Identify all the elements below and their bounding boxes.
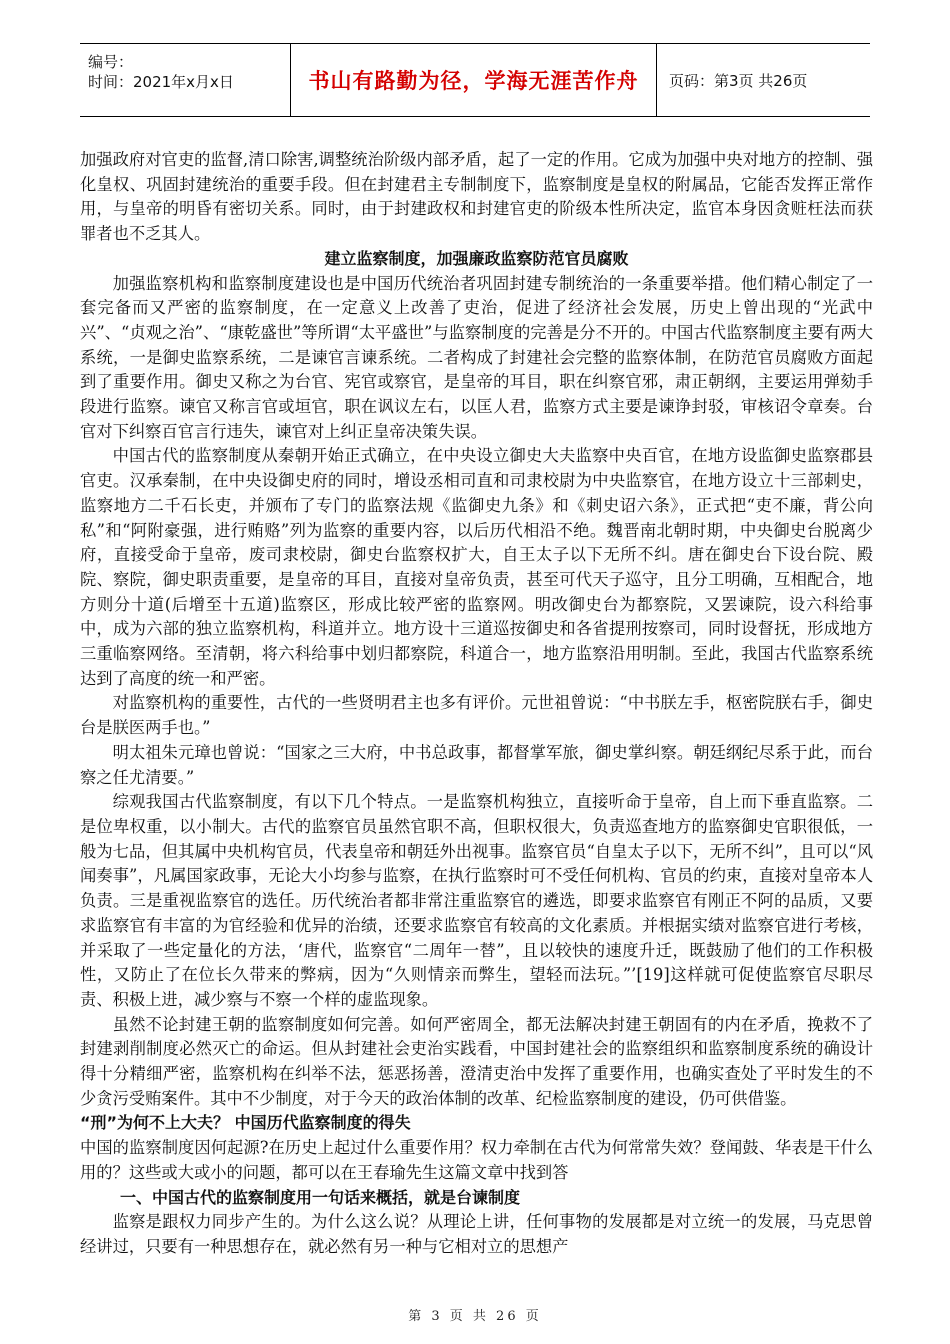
paragraph: 综观我国古代监察制度，有以下几个特点。一是监察机构独立，直接听命于皇帝，自上而下垂直监察。二是位卑权重，以小制大。古代的监察官员虽然官职不高，但职权很大，负责巡查地方的监察御史官职很低，一般为七品，但其属中央机构官员，代表皇帝和朝廷外出视事。监察官员“自皇太子以下，无所不纠”，且可以“风闻奏事”，凡属国家政事，无论大小均参与监察，在执行监察时可不受任何机构、官员的约束，直接对皇帝本人负责。三是重视监察官的选任。历代统治者都非常注重监察官的遴选，即要求监察官有刚正不阿的品质，又要求监察官有丰富的为官经验和优异的治绩，还要求监察官有较高的文化素质。并根据实绩对监察官进行考核，并采取了一些定量化的方法，‘唐代，监察官“二周年一替”，且以较快的速度升迁，既鼓励了他们的工作积极性，又防止了在位长久带来的弊病，因为“久则情亲而弊生，望轻而法玩。”’[19]这样就可促使监察官尽职尽责、积极上进，减少察与不察一个样的虚监现象。 [80, 792, 873, 1009]
header-page-info: 页码：第3页 共26页 [669, 71, 808, 90]
time-label: 时间：2021年x月x日 [88, 73, 234, 91]
document-body [80, 148, 873, 1260]
paragraph: 对监察机构的重要性，古代的一些贤明君主也多有评价。元世祖曾说：“中书朕左手，枢密院朕右手，御史台是朕医两手也。” [80, 693, 873, 738]
section-title: 一、中国古代的监察制度用一句话来概括，就是台谏制度 [120, 1187, 521, 1207]
paragraph: 虽然不论封建王朝的监察制度如何完善。如何严密周全，都无法解决封建王朝固有的内在矛盾，挽救不了封建剥削制度必然灭亡的命运。但从封建社会吏治实践看，中国封建社会的监察组织和监察制度系统的确设计得十分精细严密，监察机构在纠举不法，惩恶扬善，澄清吏治中发挥了重要作用，也确实查处了平时发生的不少贪污受贿案件。其中不少制度，对于今天的政治体制的改革、纪检监察制度的建设，仍可供借鉴。 [80, 1014, 873, 1108]
paragraph: 中国古代的监察制度从秦朝开始正式确立，在中央设立御史大夫监察中央百官，在地方设监御史监察郡县官吏。汉承秦制，在中央设御史府的同时，增设丞相司直和司隶校尉为中央监察官，在地方设立十三部刺史，监察地方二千石长吏，并颁布了专门的监察法规《监御史九条》和《刺史诏六条》，正式把“吏不廉，背公向私”和“阿附豪强，进行贿赂”列为监察的重要内容，以后历代相沿不绝。魏晋南北朝时期，中央御史台脱离少府，直接受命于皇帝，废司隶校尉，御史台监察权扩大，自王太子以下无所不纠。唐在御史台下设台院、殿院、察院，御史职责重要，是皇帝的耳目，直接对皇帝负责，甚至可代天子巡守，且分工明确，互相配合，地方则分十道(后增至十五道)监察区，形成比较严密的监察网。明改御史台为都察院，又罢谏院，设六科给事中，成为六部的独立监察机构，科道并立。地方设十三道巡按御史和各省提刑按察司，同时设督抚，形成地方三重临察网络。至清朝，将六科给事中划归都察院，科道合一，地方监察沿用明制。至此，我国古代监察系统达到了高度的统一和严密。 [80, 446, 873, 688]
article-title: “刑”为何不上大夫？ 中国历代监察制度的得失 [80, 1113, 411, 1133]
page-header [80, 43, 870, 117]
page-footer: 第 3 页 共 26 页 [408, 1309, 542, 1324]
section-title: 建立监察制度，加强廉政监察防范官员腐败 [324, 248, 629, 268]
paragraph: 加强政府对官吏的监督,清口除害,调整统治阶级内部矛盾，起了一定的作用。它成为加强中央对地方的控制、强化皇权、巩固封建统治的重要手段。但在封建君主专制制度下，监察制度是皇权的附属品，它能否发挥正常作用，与皇帝的明昏有密切关系。同时，由于封建政权和封建官吏的阶级本性所决定，监官本身因贪赃枉法而获罪者也不乏其人。 [80, 150, 873, 244]
paragraph: 中国的监察制度因何起源?在历史上起过什么重要作用？权力牵制在古代为何常常失效？登闻鼓、华表是干什么用的？这些或大或小的问题，都可以在王春瑜先生这篇文章中找到答 [80, 1138, 873, 1182]
header-motto: 书山有路勤为径，学海无涯苦作舟 [290, 44, 657, 116]
number-label: 编号： [88, 53, 134, 71]
paragraph: 加强监察机构和监察制度建设也是中国历代统治者巩固封建专制统治的一条重要举措。他们精心制定了一套完备而又严密的监察制度，在一定意义上改善了吏治，促进了经济社会发展，历史上曾出现的“光武中兴”、“贞观之治”、“康乾盛世”等所谓“太平盛世”与监察制度的完善是分不开的。中国古代监察制度主要有两大系统，一是御史监察系统，二是谏官言谏系统。二者构成了封建社会完整的监察体制，在防范官员腐败方面起到了重要作用。御史又称之为台官、宪官或察官，是皇帝的耳目，职在纠察官邪，肃正朝纲，主要运用弹劾手段进行监察。谏官又称言官或垣官，职在讽议左右，以匡人君，监察方式主要是谏诤封驳，审核诏令章奏。台官对下纠察百官言行违失，谏官对上纠正皇帝决策失误。 [80, 273, 873, 441]
header-meta [80, 44, 290, 116]
paragraph: 明太祖朱元璋也曾说：“国家之三大府，中书总政事，都督掌军旅，御史掌纠察。朝廷纲纪尽系于此，而台察之任尤清要。” [80, 742, 873, 787]
paragraph: 监察是跟权力同步产生的。为什么这么说？从理论上讲，任何事物的发展都是对立统一的发展，马克思曾经讲过，只要有一种思想存在，就必然有另一种与它相对立的思想产 [80, 1212, 873, 1256]
